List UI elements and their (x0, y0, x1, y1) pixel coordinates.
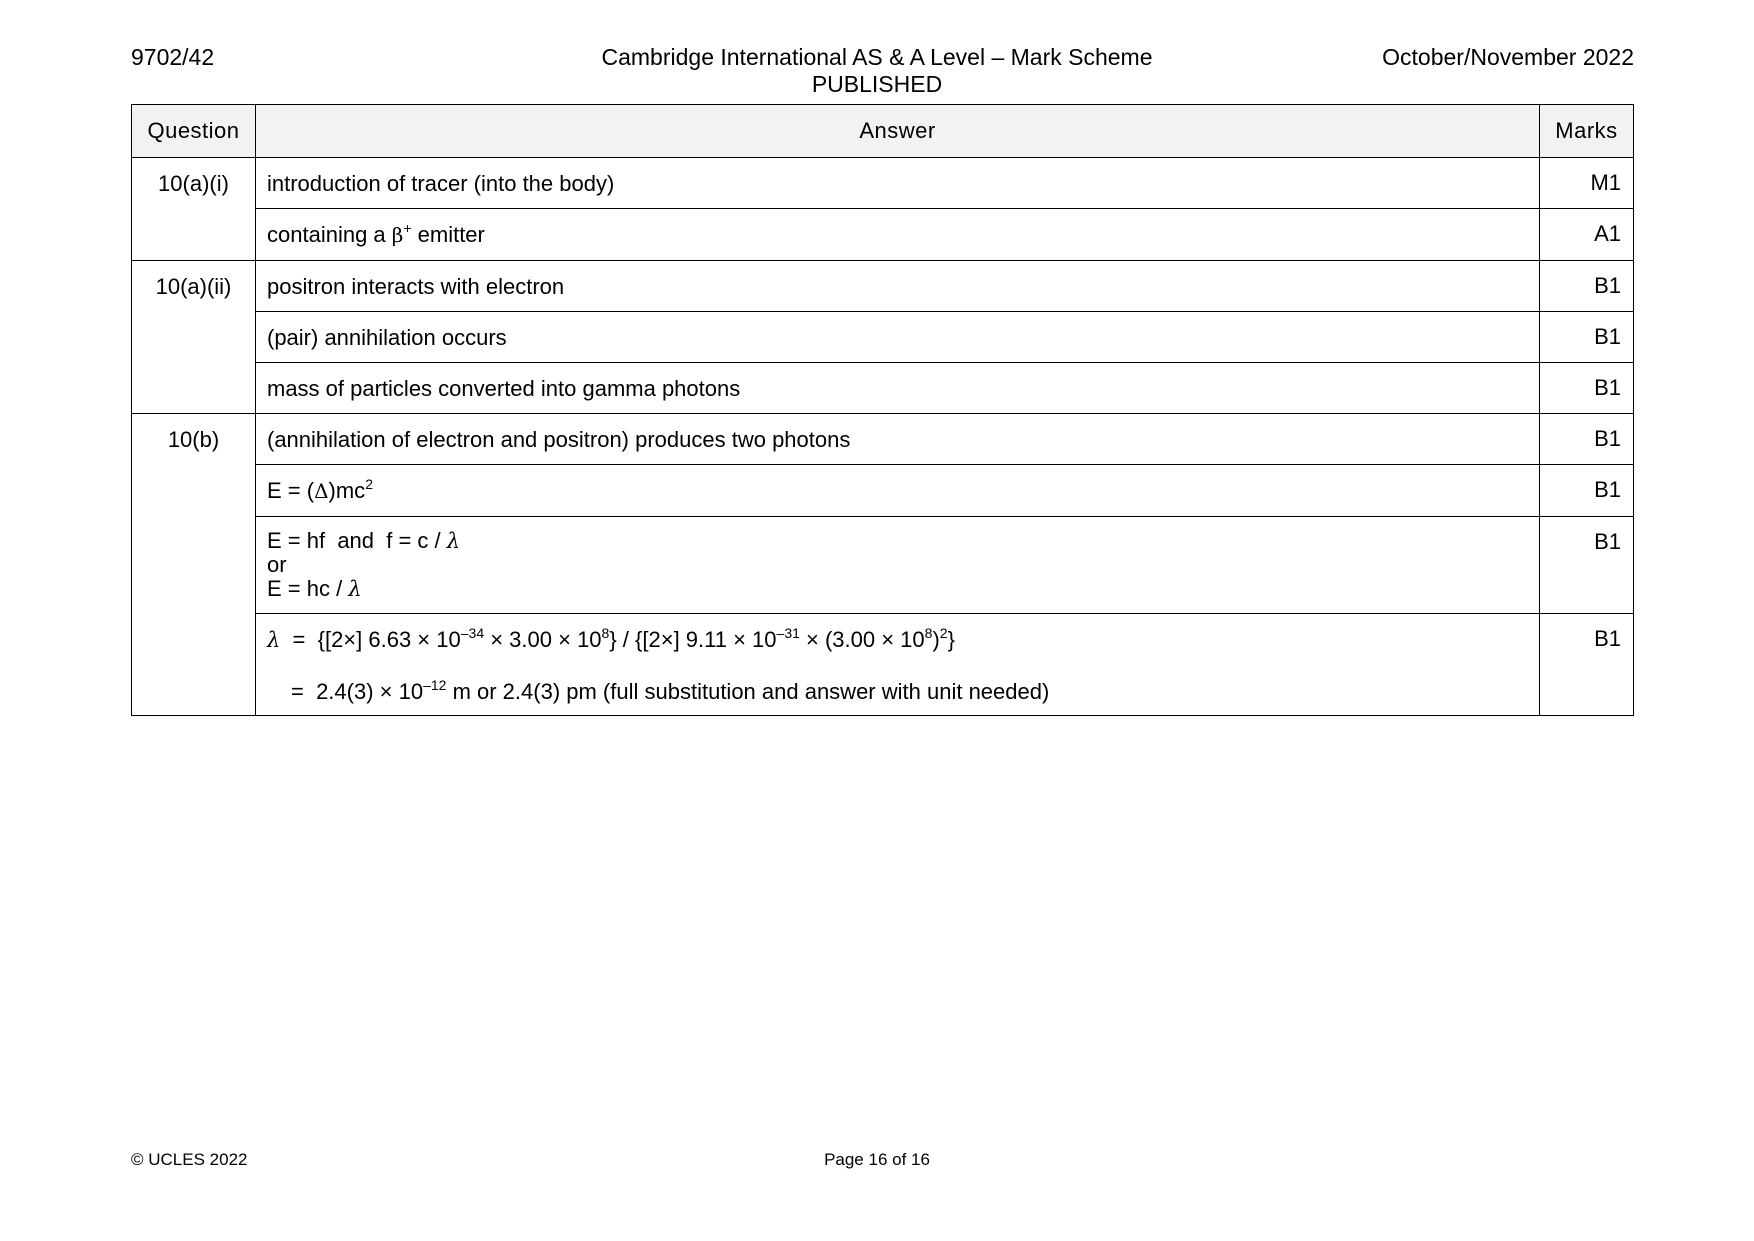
mark-cell: B1 (1540, 465, 1634, 517)
table-row (132, 363, 1634, 414)
table-row (132, 158, 1634, 209)
mark-cell: M1 (1540, 158, 1634, 209)
title-line: Cambridge International AS & A Level – Mark Scheme (601, 44, 1153, 70)
beta-symbol: β (391, 223, 404, 247)
table-header-row (132, 105, 1634, 158)
page-number: Page 16 of 16 (824, 1150, 930, 1169)
answer-cell: (pair) annihilation occurs (256, 312, 1540, 363)
lambda-symbol: λ (348, 577, 362, 601)
mark-cell: B1 (1540, 363, 1634, 414)
answer-cell: containing a β+ emitter (256, 209, 1540, 261)
copyright: © UCLES 2022 (131, 1150, 248, 1169)
answer-cell: λ = {[2×] $6.63 \times 10^{-34} \times 3.00 \times 10^8\} / \{[2\times] 9.11 \times 10^{-31} \times (3.00 \times 10^8)^2\}$ = $2.4(3) \times 10^{-12}$ m or 2.4(3) pm (full substitution and answer with unit needed) (256, 614, 1540, 716)
paper-code: 9702/42 (131, 44, 215, 70)
delta-symbol: Δ (314, 479, 329, 503)
mark-cell: B1 (1540, 312, 1634, 363)
table-row (132, 614, 1634, 716)
table-row (132, 414, 1634, 465)
table-row (132, 209, 1634, 261)
answer-cell: E = hf and f = c / λ or E = hc / λ (256, 517, 1540, 614)
answer-column-header: Answer (256, 105, 1540, 158)
question-column-header: Question (132, 105, 256, 158)
answer-cell: mass of particles converted into gamma photons (256, 363, 1540, 414)
marks-column-header: Marks (1540, 105, 1634, 158)
question-number: 10(a)(i) (132, 158, 256, 261)
lambda-symbol: λ (446, 529, 461, 553)
lambda-symbol: λ (267, 628, 281, 652)
table-row (132, 517, 1634, 614)
table-row (132, 261, 1634, 312)
mark-cell: A1 (1540, 209, 1634, 261)
mark-scheme-table (131, 104, 1634, 716)
table-row (132, 312, 1634, 363)
mark-cell: B1 (1540, 414, 1634, 465)
answer-cell: positron interacts with electron (256, 261, 1540, 312)
answer-cell: $E = (\Delta)mc^2$ (256, 465, 1540, 517)
answer-cell: (annihilation of electron and positron) produces two photons (256, 414, 1540, 465)
question-number: 10(a)(ii) (132, 261, 256, 414)
exam-session: October/November 2022 (1382, 44, 1634, 70)
answer-cell: introduction of tracer (into the body) (256, 158, 1540, 209)
mark-cell: B1 (1540, 614, 1634, 716)
table-row (132, 465, 1634, 517)
mark-cell: B1 (1540, 261, 1634, 312)
question-number: 10(b) (132, 414, 256, 716)
published-label: PUBLISHED (811, 71, 943, 97)
mark-cell: B1 (1540, 517, 1634, 614)
